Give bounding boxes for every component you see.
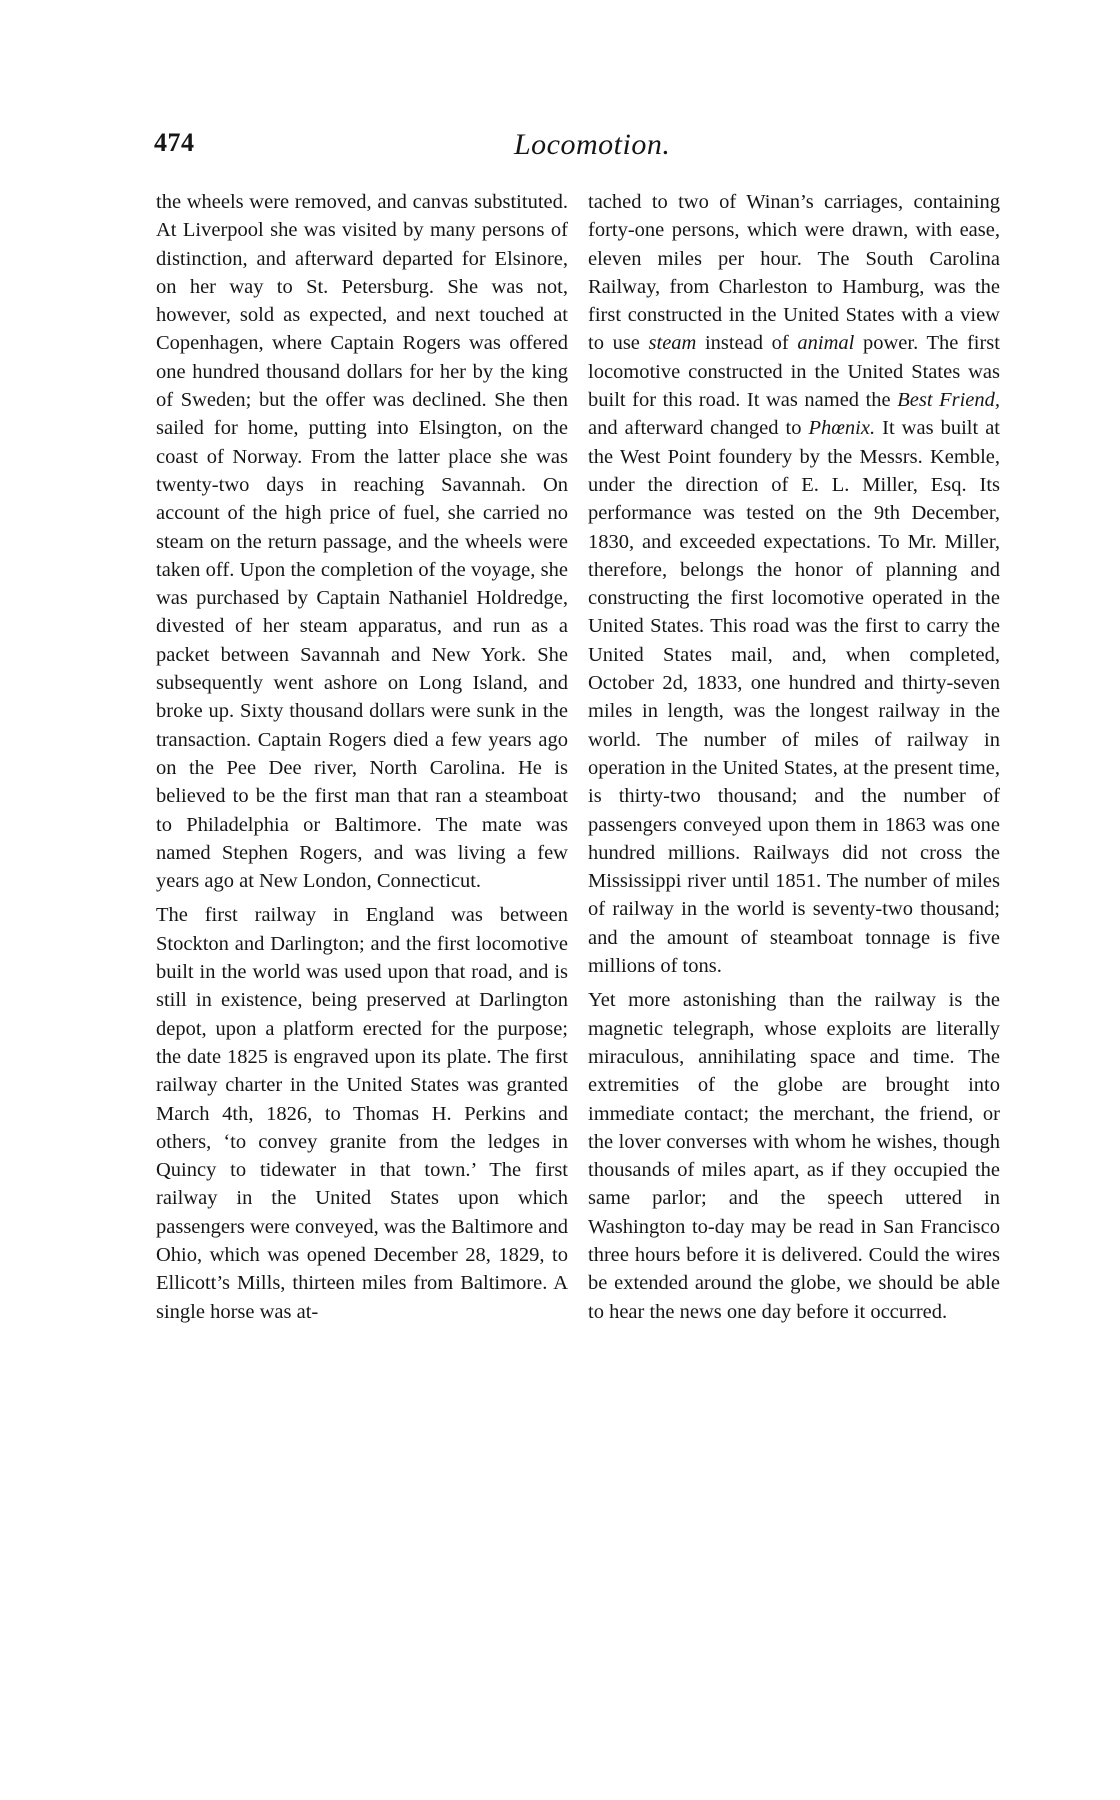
left-column <box>156 188 568 1326</box>
paragraph-savannah-voyage: the wheels were removed, and canvas substituted. At Liverpool she was visited by many persons of distinction, and afterward departed for Elsinore, on her way to St. Petersburg. She was not, however, sold as expected, and next touched at Copenhagen, where Captain Rogers was offered one hundred thousand dollars for her by the king of Sweden; but the offer was declined. She then sailed for home, putting into Elsington, on the coast of Norway. From the latter place she was twenty-two days in reaching Savannah. On account of the high price of fuel, she carried no steam on the return passage, and the wheels were taken off. Upon the completion of the voyage, she was purchased by Captain Nathaniel Holdredge, divested of her steam apparatus, and run as a packet between Savannah and New York. She subsequently went ashore on Long Island, and broke up. Sixty thousand dollars were sunk in the transaction. Captain Rogers died a few years ago on the Pee Dee river, North Carolina. He is believed to be the first man that ran a steamboat to Philadelphia or Baltimore. The mate was named Stephen Rogers, and was living a few years ago at New London, Connecticut. <box>156 191 568 893</box>
text-run: tached to two of Winan’s carriages, containing forty-one persons, which were drawn, with ease, eleven miles per hour. The South Carolina Railway, from Charleston to Hamburg, was the first constructed in the United States with a view to use <box>588 191 1000 355</box>
italic-phoenix: Phœnix. <box>808 417 876 440</box>
italic-animal: animal <box>797 332 855 355</box>
text-run: and afterward changed to <box>588 417 809 440</box>
paragraph-magnetic-telegraph: Yet more astonishing than the railway is the magnetic telegraph, whose exploits are literally miraculous, annihilating space and time. The extremities of the globe are brought into immediate contact; the merchant, the friend, or the lover converses with whom he wishes, though thousands of miles apart, as if they occupied the same parlor; and the speech uttered in Washington to-day may be read in San Francisco three hours before it is delivered. Could the wires be extended around the globe, we should be able to hear the news one day before it occurred. <box>588 989 1000 1323</box>
page-header <box>154 128 994 168</box>
right-column <box>588 188 1000 1326</box>
text-run: instead of <box>696 332 798 355</box>
text-run: power. The first locomotive constructed in the United States was built for this road. It was named the <box>588 332 1000 412</box>
paragraph-first-railways: The first railway in England was between Stockton and Darlington; and the first locomotive built in the world was used upon that road, and is still in existence, being preserved at Darlington depot, upon a platform erected for the purpose; the date 1825 is engraved upon its plate. The first railway charter in the United States was granted March 4th, 1826, to Thomas H. Perkins and others, ‘to convey granite from the ledges in Quincy to tidewater in that town.’ The first railway in the United States upon which passengers were conveyed, was the Baltimore and Ohio, which was opened December 28, 1829, to Ellicott’s Mills, thirteen miles from Baltimore. A single horse was at- <box>156 904 568 1323</box>
page-number: 474 <box>154 128 195 157</box>
running-head: Locomotion. <box>514 128 671 161</box>
italic-best-friend: Best Friend, <box>897 389 1000 412</box>
text-run: It was built at the West Point foundery by the Messrs. Kemble, under the direction of E. L. Miller, Esq. Its performance was tested on the 9th December, 1830, and exceeded expectations. To Mr. Miller, therefore, belongs the honor of planning and constructing the first locomotive operated in the United States. This road was the first to carry the United States mail, and, when completed, October 2d, 1833, one hundred and thirty-seven miles in length, was the longest railway in the world. The number of miles of railway in operation in the United States, at the present time, is thirty-two thousand; and the number of passengers conveyed upon them in 1863 was one hundred millions. Railways did not cross the Mississippi river until 1851. The number of miles of railway in the world is seventy-two thousand; and the amount of steamboat tonnage is five millions of tons. <box>588 417 1000 978</box>
italic-steam: steam <box>648 332 697 355</box>
paragraph-south-carolina-railway <box>588 188 1000 980</box>
